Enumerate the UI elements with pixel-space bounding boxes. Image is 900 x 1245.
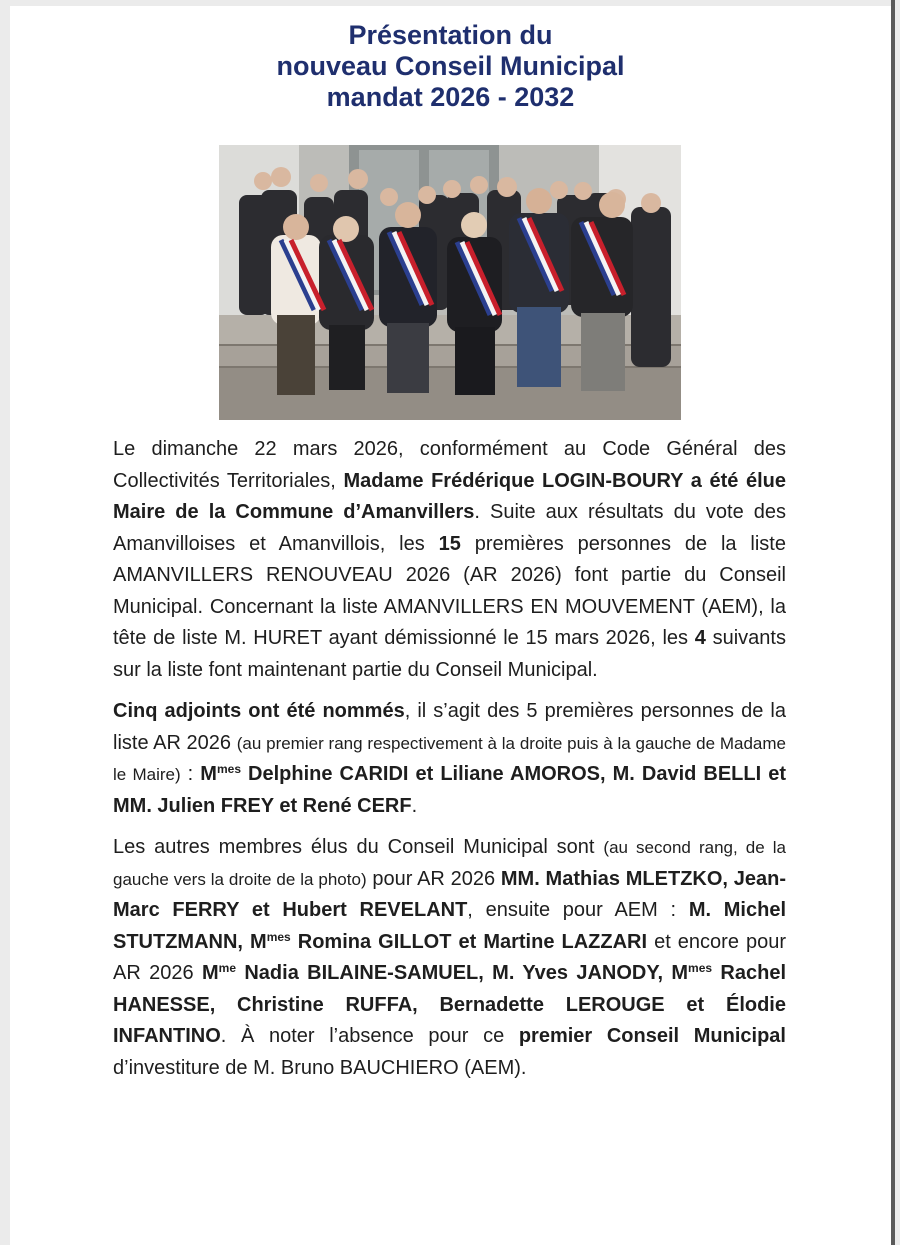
p3-sup-2: me: [218, 961, 236, 975]
page-edge-divider: [891, 0, 895, 1245]
paragraph-members: [113, 832, 786, 1084]
document-page: [10, 6, 891, 1245]
page-title: [10, 20, 891, 113]
p2-bold-1: Cinq adjoints ont été nommés: [113, 700, 405, 722]
p3-bold-ar-3: Rachel HANESSE, Christine RUFFA, Bernadette LEROUGE et Élodie INFANTINO: [113, 962, 786, 1047]
title-line-2: nouveau Conseil Municipal: [276, 51, 625, 81]
group-photo: [219, 145, 681, 420]
p3-bold-aem-1: M. Michel STUTZMANN, M: [113, 899, 786, 953]
p2-bold-names: Delphine CARIDI et Liliane AMOROS, M. David BELLI et MM. Julien FREY et René CERF: [113, 763, 786, 817]
p1-text-4: suivants sur la liste font maintenant partie du Conseil Municipal.: [113, 627, 786, 681]
p3-text-2: pour AR 2026: [366, 867, 501, 890]
p3-bold-council: premier Conseil Municipal: [518, 1025, 786, 1047]
p1-bold-count: 15: [438, 532, 461, 555]
p3-sup-1: mes: [266, 929, 291, 944]
title-line-1: Présentation du: [348, 20, 553, 50]
p2-text-2: :: [180, 763, 201, 785]
p3-bold-ar-1: M: [201, 962, 219, 984]
p2-text-3: .: [411, 794, 418, 817]
p1-text-1: Le dimanche 22 mars 2026, conformément au Code Général des Collectivités Territoriales,: [113, 438, 786, 492]
p2-small-note: (au premier rang respectivement à la droite puis à la gauche de Madame le Maire): [113, 733, 786, 784]
p3-bold-ar-names: MM. Mathias MLETZKO, Jean-Marc FERRY et Hubert REVELANT: [113, 867, 786, 921]
p1-text-2: . Suite aux résultats du vote des Amanvilloises et Amanvillois, les: [113, 501, 787, 555]
p2-bold-2: M: [200, 763, 217, 785]
p3-bold-ar-2: Nadia BILAINE-SAMUEL, M. Yves JANODY, M: [236, 962, 689, 984]
p3-text-3: , ensuite pour AEM :: [467, 899, 689, 921]
p3-text-4: et encore pour AR 2026: [113, 930, 787, 984]
p3-bold-aem-2: Romina GILLOT et Martine LAZZARI: [290, 930, 648, 953]
paragraph-election: [113, 434, 786, 686]
p3-text-5: . À noter l’absence pour ce: [220, 1025, 519, 1047]
group-photo-icon: [219, 145, 681, 420]
p3-sup-3: mes: [688, 961, 713, 975]
p1-bold-mayor: Madame Frédérique LOGIN-BOURY a été élue Maire de la Commune d’Amanvillers: [113, 469, 786, 523]
p2-text-1: , il s’agit des 5 premières personnes de la liste AR 2026: [113, 700, 786, 754]
p2-sup-1: mes: [216, 762, 241, 776]
p3-text-6: d’investiture de M. Bruno BAUCHIERO (AEM).: [113, 1056, 527, 1079]
p3-small-note: (au second rang, de la gauche vers la droite de la photo): [113, 838, 786, 889]
p1-text-3: premières personnes de la liste AMANVILLERS RENOUVEAU 2026 (AR 2026) font partie du Conseil Municipal. Concernant la liste AMANVILLERS EN MOUVEMENT (AEM), la tête de liste M. HURET ayant démissionné le 15 mars 2026, les: [113, 532, 786, 649]
title-line-3: mandat 2026 - 2032: [326, 82, 575, 112]
p1-bold-four: 4: [694, 627, 706, 649]
p3-text-1: Les autres membres élus du Conseil Municipal sont: [113, 836, 604, 858]
paragraph-adjoints: [113, 696, 786, 822]
